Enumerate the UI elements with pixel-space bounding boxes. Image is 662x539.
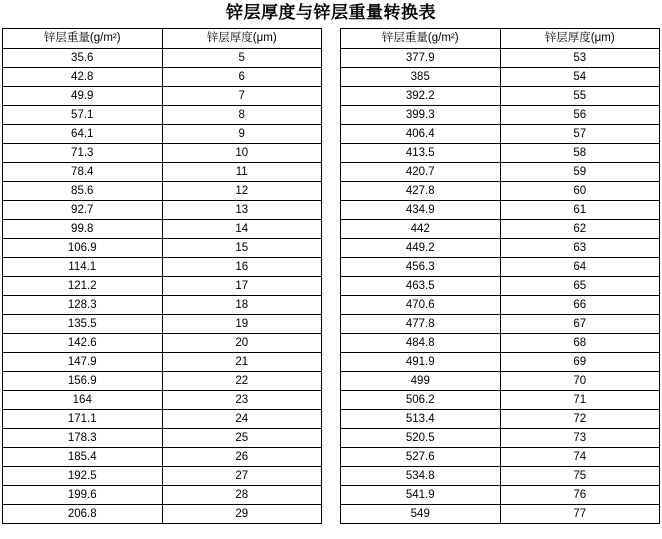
cell-thickness: 70	[500, 372, 660, 391]
cell-thickness: 56	[500, 106, 660, 125]
zinc-conversion-table-right	[340, 28, 660, 524]
cell-weight: 513.4	[341, 410, 501, 429]
table-row	[341, 334, 660, 353]
cell-thickness: 67	[500, 315, 660, 334]
table-row	[341, 429, 660, 448]
table-row	[341, 68, 660, 87]
cell-weight: 392.2	[341, 87, 501, 106]
table-row	[3, 68, 322, 87]
cell-thickness: 7	[162, 87, 322, 106]
table-row	[3, 163, 322, 182]
cell-thickness: 75	[500, 467, 660, 486]
cell-weight: 527.6	[341, 448, 501, 467]
cell-weight: 534.8	[341, 467, 501, 486]
cell-thickness: 21	[162, 353, 322, 372]
cell-thickness: 14	[162, 220, 322, 239]
cell-weight: 99.8	[3, 220, 163, 239]
cell-thickness: 28	[162, 486, 322, 505]
cell-thickness: 73	[500, 429, 660, 448]
table-row	[3, 315, 322, 334]
cell-thickness: 11	[162, 163, 322, 182]
table-row	[341, 296, 660, 315]
cell-weight: 128.3	[3, 296, 163, 315]
cell-thickness: 23	[162, 391, 322, 410]
cell-weight: 185.4	[3, 448, 163, 467]
cell-weight: 78.4	[3, 163, 163, 182]
cell-weight: 541.9	[341, 486, 501, 505]
cell-thickness: 19	[162, 315, 322, 334]
table-row	[341, 505, 660, 524]
cell-weight: 49.9	[3, 87, 163, 106]
column-header-weight: 锌层重量(g/m²)	[3, 29, 163, 49]
table-row	[341, 486, 660, 505]
cell-thickness: 27	[162, 467, 322, 486]
table-row	[3, 144, 322, 163]
cell-weight: 463.5	[341, 277, 501, 296]
table-row	[3, 125, 322, 144]
table-row	[341, 201, 660, 220]
page-title: 锌层厚度与锌层重量转换表	[226, 3, 436, 22]
cell-thickness: 10	[162, 144, 322, 163]
cell-thickness: 63	[500, 239, 660, 258]
cell-weight: 135.5	[3, 315, 163, 334]
cell-thickness: 29	[162, 505, 322, 524]
column-header-thickness: 锌层厚度(μm)	[162, 29, 322, 49]
tables-container	[0, 28, 662, 524]
cell-thickness: 9	[162, 125, 322, 144]
cell-thickness: 53	[500, 49, 660, 68]
table-row	[3, 277, 322, 296]
cell-thickness: 55	[500, 87, 660, 106]
cell-weight: 147.9	[3, 353, 163, 372]
table-row	[341, 410, 660, 429]
table-row	[3, 410, 322, 429]
table-row	[341, 353, 660, 372]
table-row	[3, 448, 322, 467]
table-row	[3, 391, 322, 410]
table-row	[3, 220, 322, 239]
cell-thickness: 69	[500, 353, 660, 372]
cell-weight: 178.3	[3, 429, 163, 448]
table-row	[3, 87, 322, 106]
table-row	[341, 277, 660, 296]
cell-thickness: 18	[162, 296, 322, 315]
cell-weight: 142.6	[3, 334, 163, 353]
cell-weight: 35.6	[3, 49, 163, 68]
cell-thickness: 59	[500, 163, 660, 182]
cell-thickness: 71	[500, 391, 660, 410]
cell-thickness: 22	[162, 372, 322, 391]
cell-weight: 71.3	[3, 144, 163, 163]
cell-thickness: 60	[500, 182, 660, 201]
cell-weight: 427.8	[341, 182, 501, 201]
cell-weight: 491.9	[341, 353, 501, 372]
cell-thickness: 57	[500, 125, 660, 144]
table-row	[3, 372, 322, 391]
cell-thickness: 13	[162, 201, 322, 220]
cell-weight: 114.1	[3, 258, 163, 277]
cell-thickness: 6	[162, 68, 322, 87]
cell-thickness: 25	[162, 429, 322, 448]
table-row	[341, 315, 660, 334]
cell-weight: 385	[341, 68, 501, 87]
table-row	[341, 144, 660, 163]
cell-thickness: 15	[162, 239, 322, 258]
cell-weight: 470.6	[341, 296, 501, 315]
table-row	[3, 353, 322, 372]
table-row	[3, 239, 322, 258]
table-row	[3, 49, 322, 68]
zinc-conversion-table-left	[2, 28, 322, 524]
cell-weight: 499	[341, 372, 501, 391]
cell-weight: 57.1	[3, 106, 163, 125]
cell-thickness: 62	[500, 220, 660, 239]
table-row	[341, 372, 660, 391]
cell-thickness: 68	[500, 334, 660, 353]
cell-thickness: 77	[500, 505, 660, 524]
cell-weight: 106.9	[3, 239, 163, 258]
cell-weight: 399.3	[341, 106, 501, 125]
cell-weight: 413.5	[341, 144, 501, 163]
table-row	[341, 163, 660, 182]
cell-thickness: 74	[500, 448, 660, 467]
cell-weight: 377.9	[341, 49, 501, 68]
cell-thickness: 16	[162, 258, 322, 277]
cell-weight: 442	[341, 220, 501, 239]
cell-thickness: 76	[500, 486, 660, 505]
cell-thickness: 20	[162, 334, 322, 353]
table-row	[3, 467, 322, 486]
cell-weight: 164	[3, 391, 163, 410]
cell-thickness: 12	[162, 182, 322, 201]
cell-weight: 206.8	[3, 505, 163, 524]
table-header-row	[3, 29, 322, 49]
table-body-right	[341, 49, 660, 524]
cell-thickness: 17	[162, 277, 322, 296]
table-row	[3, 505, 322, 524]
cell-weight: 484.8	[341, 334, 501, 353]
cell-weight: 121.2	[3, 277, 163, 296]
cell-weight: 449.2	[341, 239, 501, 258]
table-row	[3, 296, 322, 315]
cell-weight: 156.9	[3, 372, 163, 391]
table-row	[341, 258, 660, 277]
table-row	[3, 334, 322, 353]
cell-thickness: 58	[500, 144, 660, 163]
table-row	[3, 182, 322, 201]
table-row	[341, 220, 660, 239]
cell-weight: 434.9	[341, 201, 501, 220]
cell-weight: 406.4	[341, 125, 501, 144]
cell-thickness: 65	[500, 277, 660, 296]
column-header-thickness: 锌层厚度(μm)	[500, 29, 660, 49]
table-row	[341, 391, 660, 410]
cell-weight: 85.6	[3, 182, 163, 201]
cell-thickness: 54	[500, 68, 660, 87]
table-row	[3, 106, 322, 125]
cell-weight: 171.1	[3, 410, 163, 429]
table-row	[341, 87, 660, 106]
cell-weight: 520.5	[341, 429, 501, 448]
table-row	[3, 258, 322, 277]
cell-weight: 64.1	[3, 125, 163, 144]
cell-thickness: 66	[500, 296, 660, 315]
table-row	[3, 201, 322, 220]
cell-weight: 506.2	[341, 391, 501, 410]
cell-thickness: 26	[162, 448, 322, 467]
cell-weight: 92.7	[3, 201, 163, 220]
cell-weight: 192.5	[3, 467, 163, 486]
cell-weight: 549	[341, 505, 501, 524]
cell-thickness: 72	[500, 410, 660, 429]
cell-thickness: 61	[500, 201, 660, 220]
table-header-row	[341, 29, 660, 49]
table-row	[3, 429, 322, 448]
table-body-left	[3, 49, 322, 524]
table-row	[341, 49, 660, 68]
table-row	[341, 448, 660, 467]
cell-weight: 42.8	[3, 68, 163, 87]
table-row	[3, 486, 322, 505]
cell-thickness: 8	[162, 106, 322, 125]
cell-weight: 420.7	[341, 163, 501, 182]
table-row	[341, 125, 660, 144]
cell-weight: 199.6	[3, 486, 163, 505]
cell-thickness: 5	[162, 49, 322, 68]
column-header-weight: 锌层重量(g/m²)	[341, 29, 501, 49]
table-row	[341, 239, 660, 258]
table-row	[341, 106, 660, 125]
cell-thickness: 24	[162, 410, 322, 429]
cell-weight: 456.3	[341, 258, 501, 277]
table-row	[341, 467, 660, 486]
cell-thickness: 64	[500, 258, 660, 277]
table-row	[341, 182, 660, 201]
cell-weight: 477.8	[341, 315, 501, 334]
